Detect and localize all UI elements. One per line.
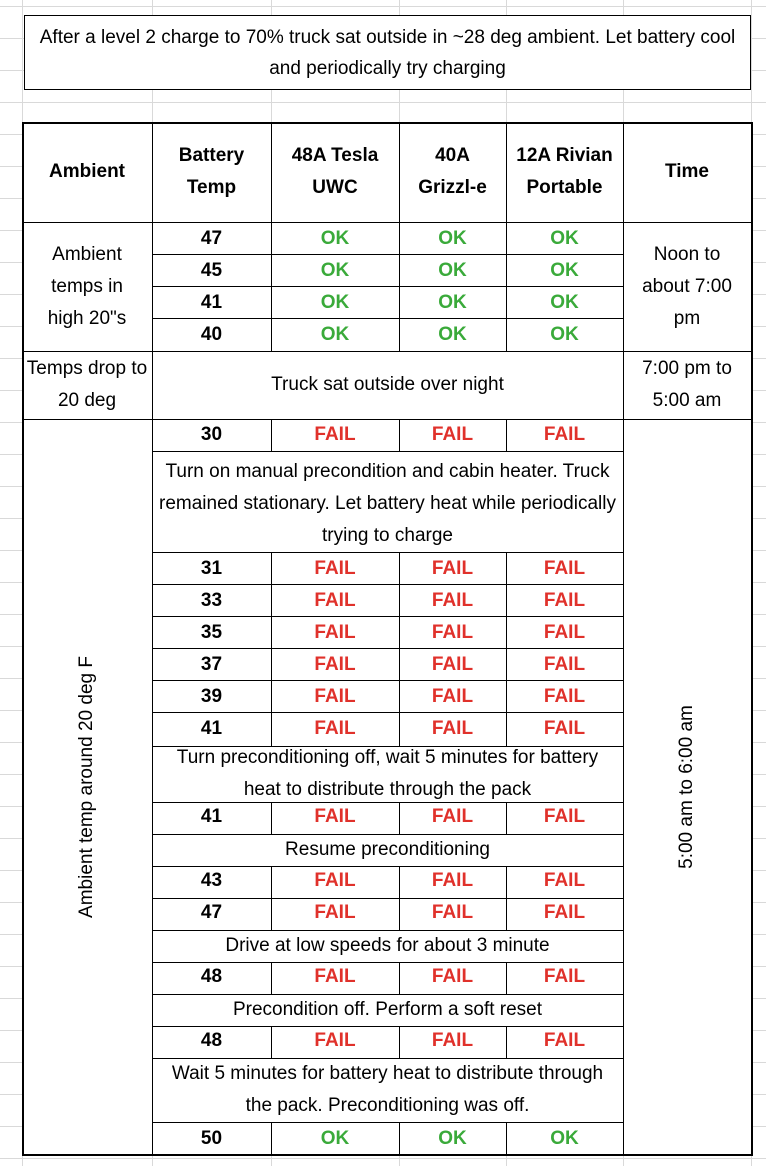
table-border-line [399, 222, 400, 351]
table-border-line [152, 746, 623, 747]
group2-ambient: Temps drop to 20 deg [22, 351, 152, 419]
group3-ambient [22, 419, 152, 1154]
header-battery-temp: Battery Temp [152, 122, 271, 222]
table-border-line [152, 254, 623, 255]
rivian-result-cell: FAIL [506, 898, 623, 928]
table-border-line [152, 584, 623, 585]
grizzl-result-cell: FAIL [399, 866, 506, 896]
tesla-result-cell: OK [271, 256, 399, 286]
grizzl-result-cell: OK [399, 256, 506, 286]
tesla-result-cell: FAIL [271, 1026, 399, 1056]
tesla-result-cell: OK [271, 288, 399, 318]
table-border-line [152, 318, 623, 319]
tesla-result-cell: FAIL [271, 650, 399, 680]
rivian-result-cell: FAIL [506, 714, 623, 744]
table-border-line [152, 802, 623, 803]
grizzl-result-cell: FAIL [399, 898, 506, 928]
table-border-line [506, 1122, 507, 1154]
intro-note [24, 15, 751, 90]
table-border-line [22, 222, 751, 223]
table-border-line [152, 1026, 623, 1027]
table-border-line [623, 122, 624, 1154]
tesla-result-cell: OK [271, 320, 399, 350]
table-border-line [506, 802, 507, 834]
group1-time: Noon to about 7:00 pm [623, 222, 751, 351]
table-border-line [152, 994, 623, 995]
table-border-line [271, 1122, 272, 1154]
table-border-line [399, 419, 400, 451]
rivian-result-cell: FAIL [506, 586, 623, 616]
table-border-line [271, 552, 272, 746]
table-border-line [152, 648, 623, 649]
tesla-result-cell: FAIL [271, 682, 399, 712]
grizzl-result-cell: OK [399, 288, 506, 318]
tesla-result-cell: FAIL [271, 866, 399, 896]
table-border-line [506, 552, 507, 746]
rivian-result-cell: FAIL [506, 682, 623, 712]
table-border-line [152, 962, 623, 963]
tesla-result-cell: FAIL [271, 714, 399, 744]
battery-temp-cell: 37 [152, 650, 271, 680]
battery-temp-cell: 48 [152, 962, 271, 992]
table-border-line [399, 962, 400, 994]
tesla-result-cell: OK [271, 224, 399, 254]
table-border-line [506, 222, 507, 351]
table-border-line [152, 712, 623, 713]
tesla-result-cell: FAIL [271, 898, 399, 928]
battery-temp-cell: 45 [152, 256, 271, 286]
rivian-result-cell: OK [506, 256, 623, 286]
table-border-line [152, 898, 623, 899]
table-border-line [22, 351, 751, 352]
table-border-line [399, 1122, 400, 1154]
table-border-line [271, 419, 272, 451]
battery-temp-cell: 31 [152, 554, 271, 584]
rivian-result-cell: FAIL [506, 1026, 623, 1056]
table-border-line [399, 552, 400, 746]
battery-temp-cell: 47 [152, 224, 271, 254]
table-border-line [22, 122, 24, 1154]
rivian-result-cell: OK [506, 320, 623, 350]
table-border-line [271, 802, 272, 834]
rivian-result-cell: FAIL [506, 802, 623, 832]
table-border-line [152, 451, 623, 452]
group3-time [623, 419, 751, 1154]
rivian-result-cell: FAIL [506, 618, 623, 648]
group3-ambient-text: Ambient temp around 20 deg F [76, 655, 97, 918]
header-ambient: Ambient [22, 122, 152, 222]
table-border-line [751, 122, 753, 1156]
table-border-line [152, 122, 153, 1154]
tesla-result-cell: FAIL [271, 962, 399, 992]
grizzl-result-cell: FAIL [399, 618, 506, 648]
grizzl-result-cell: FAIL [399, 962, 506, 992]
table-border-line [152, 930, 623, 931]
table-border-line [399, 802, 400, 834]
group3-time-text: 5:00 am to 6:00 am [676, 704, 697, 869]
grizzl-result-cell: OK [399, 320, 506, 350]
table-border-line [271, 962, 272, 994]
battery-temp-cell: 41 [152, 714, 271, 744]
grizzl-result-cell: FAIL [399, 682, 506, 712]
rivian-result-cell: OK [506, 288, 623, 318]
note-drive-low-speeds: Drive at low speeds for about 3 minute [152, 930, 623, 962]
header-time: Time [623, 122, 751, 222]
table-border-line [271, 1026, 272, 1058]
battery-temp-cell: 40 [152, 320, 271, 350]
note-wait-heat-distribute: Wait 5 minutes for battery heat to distribute through the pack. Preconditioning was off. [152, 1058, 623, 1122]
battery-temp-cell: 41 [152, 802, 271, 832]
rivian-result-cell: OK [506, 1124, 623, 1154]
table-border-line [506, 1026, 507, 1058]
grizzl-result-cell: FAIL [399, 420, 506, 450]
battery-temp-cell: 48 [152, 1026, 271, 1056]
table-border-line [271, 222, 272, 351]
table-border-line [152, 616, 623, 617]
grizzl-result-cell: FAIL [399, 1026, 506, 1056]
header-tesla-uwc: 48A Tesla UWC [271, 122, 399, 222]
intro-note-text: After a level 2 charge to 70% truck sat outside in ~28 deg ambient. Let battery cool and periodically try charging [39, 26, 736, 79]
battery-temp-cell: 30 [152, 420, 271, 450]
note-soft-reset: Precondition off. Perform a soft reset [152, 994, 623, 1026]
table-border-line [152, 1122, 623, 1123]
grizzl-result-cell: FAIL [399, 650, 506, 680]
tesla-result-cell: FAIL [271, 618, 399, 648]
group2-time: 7:00 pm to 5:00 am [623, 351, 751, 419]
table-border-line [22, 122, 752, 124]
rivian-result-cell: FAIL [506, 420, 623, 450]
grizzl-result-cell: FAIL [399, 714, 506, 744]
table-border-line [152, 680, 623, 681]
grizzl-result-cell: FAIL [399, 586, 506, 616]
note-resume-preconditioning: Resume preconditioning [152, 834, 623, 866]
table-border-line [152, 866, 623, 867]
table-border-line [506, 419, 507, 451]
table-border-line [152, 286, 623, 287]
rivian-result-cell: FAIL [506, 554, 623, 584]
grizzl-result-cell: FAIL [399, 554, 506, 584]
grizzl-result-cell: OK [399, 224, 506, 254]
table-border-line [506, 962, 507, 994]
tesla-result-cell: FAIL [271, 554, 399, 584]
table-border-line [152, 1058, 623, 1059]
tesla-result-cell: OK [271, 1124, 399, 1154]
rivian-result-cell: FAIL [506, 650, 623, 680]
group2-note: Truck sat outside over night [152, 351, 623, 419]
rivian-result-cell: FAIL [506, 962, 623, 992]
table-border-line [152, 834, 623, 835]
grizzl-result-cell: OK [399, 1124, 506, 1154]
tesla-result-cell: FAIL [271, 420, 399, 450]
battery-temp-cell: 35 [152, 618, 271, 648]
rivian-result-cell: FAIL [506, 866, 623, 896]
table-border-line [22, 419, 751, 420]
group1-ambient: Ambient temps in high 20"s [22, 222, 152, 351]
note-precondition-on: Turn on manual precondition and cabin heater. Truck remained stationary. Let battery heat while periodically trying to charge [152, 451, 623, 552]
table-border-line [399, 1026, 400, 1058]
battery-temp-cell: 47 [152, 898, 271, 928]
header-grizzl-e: 40A Grizzl-e [399, 122, 506, 222]
battery-temp-cell: 41 [152, 288, 271, 318]
battery-temp-cell: 33 [152, 586, 271, 616]
table-border-line [271, 122, 272, 222]
table-border-line [22, 1154, 752, 1156]
table-border-line [399, 122, 400, 222]
table-border-line [152, 552, 623, 553]
battery-temp-cell: 50 [152, 1124, 271, 1154]
grizzl-result-cell: FAIL [399, 802, 506, 832]
tesla-result-cell: FAIL [271, 586, 399, 616]
tesla-result-cell: FAIL [271, 802, 399, 832]
table-border-line [506, 122, 507, 222]
header-rivian-portable: 12A Rivian Portable [506, 122, 623, 222]
battery-temp-cell: 43 [152, 866, 271, 896]
note-precondition-off-wait: Turn preconditioning off, wait 5 minutes for battery heat to distribute through the pack [152, 746, 623, 802]
battery-temp-cell: 39 [152, 682, 271, 712]
rivian-result-cell: OK [506, 224, 623, 254]
